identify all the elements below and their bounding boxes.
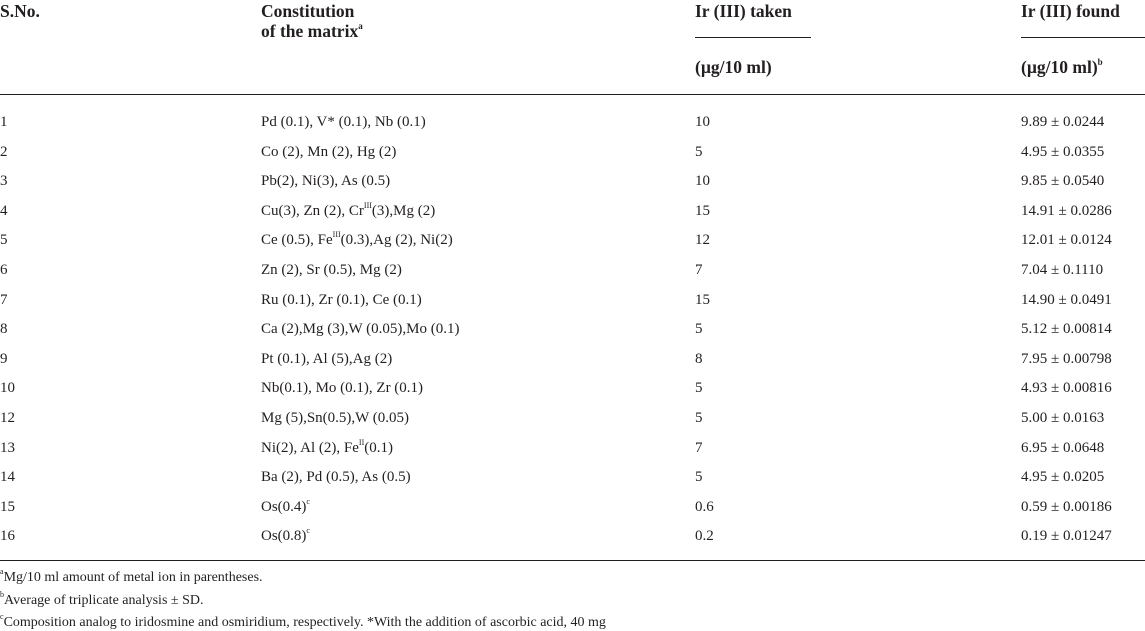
cell-ir-found: 4.95 ± 0.0205 <box>1021 469 1105 485</box>
cell-sno: 15 <box>0 499 15 515</box>
cell-matrix <box>261 291 422 309</box>
cell-matrix <box>261 409 409 427</box>
footnote-mark: b <box>0 590 4 600</box>
cell-matrix <box>261 498 310 516</box>
header-found-unit: (µg/10 ml)$^b$ <box>1021 57 1103 77</box>
cell-ir-taken: 7 <box>695 440 703 456</box>
cell-ir-taken: 8 <box>695 351 703 367</box>
cell-sno: 1 <box>0 114 8 130</box>
oxidation-state-sup: c <box>306 497 310 506</box>
matrix-text: Nb(0.1), Mo (0.1), Zr (0.1) <box>261 380 424 396</box>
cell-ir-found: 5.00 ± 0.0163 <box>1021 410 1105 426</box>
cell-matrix <box>261 527 310 545</box>
cell-sno: 2 <box>0 144 8 160</box>
cell-sno: 10 <box>0 380 15 396</box>
oxidation-state-sup: III <box>363 201 372 210</box>
cell-ir-found: 0.19 ± 0.01247 <box>1021 528 1112 544</box>
matrix-text: Cu(3), Zn (2), Cr <box>261 203 364 219</box>
matrix-text: Zn (2), Sr (0.5), Mg (2) <box>261 262 402 278</box>
cell-sno: 6 <box>0 262 8 278</box>
cell-ir-taken: 5 <box>695 469 703 485</box>
header-ir-taken: Ir (III) taken <box>695 1 792 21</box>
cell-ir-found: 7.04 ± 0.1110 <box>1021 262 1104 278</box>
oxidation-state-sup: III <box>332 230 341 239</box>
cell-matrix <box>261 320 459 338</box>
cell-matrix <box>261 143 396 161</box>
cell-ir-found: 0.59 ± 0.00186 <box>1021 499 1112 515</box>
cell-ir-found: 4.93 ± 0.00816 <box>1021 380 1112 396</box>
cell-matrix <box>261 231 453 249</box>
footnote-c <box>0 614 606 631</box>
oxidation-state-sup: c <box>306 526 310 535</box>
header-ir-found: Ir (III) found <box>1021 1 1120 21</box>
cell-sno: 9 <box>0 351 8 367</box>
matrix-text: Ba (2), Pd (0.5), As (0.5) <box>261 469 411 485</box>
cell-sno: 16 <box>0 528 15 544</box>
cell-ir-found: 9.85 ± 0.0540 <box>1021 173 1105 189</box>
matrix-text: Pb(2), Ni(3), As (0.5) <box>261 173 391 189</box>
matrix-text: Os(0.8) <box>261 528 307 544</box>
matrix-text: (0.1) <box>364 440 393 456</box>
cell-ir-taken: 0.6 <box>695 499 714 515</box>
footnote-mark: c <box>0 612 4 622</box>
footnote-text: Mg/10 ml amount of metal ion in parentheses. <box>3 570 263 585</box>
cell-ir-found: 12.01 ± 0.0124 <box>1021 232 1112 248</box>
footnote-mark-a: a <box>358 21 363 32</box>
cell-matrix <box>261 202 435 220</box>
cell-ir-taken: 15 <box>695 292 710 308</box>
cell-sno: 8 <box>0 321 8 337</box>
header-subrule-taken <box>695 37 811 38</box>
cell-ir-found: 6.95 ± 0.0648 <box>1021 440 1105 456</box>
cell-ir-taken: 15 <box>695 203 710 219</box>
cell-ir-taken: 5 <box>695 380 703 396</box>
table-bottom-rule <box>0 560 1145 561</box>
matrix-text: Co (2), Mn (2), Hg (2) <box>261 144 397 160</box>
cell-ir-found: 9.89 ± 0.0244 <box>1021 114 1105 130</box>
oxidation-state-sup: II <box>358 438 365 447</box>
cell-ir-found: 5.12 ± 0.00814 <box>1021 321 1112 337</box>
cell-ir-taken: 10 <box>695 114 710 130</box>
cell-sno: 5 <box>0 232 8 248</box>
cell-ir-found: 14.91 ± 0.0286 <box>1021 203 1112 219</box>
cell-sno: 13 <box>0 440 15 456</box>
cell-sno: 3 <box>0 173 8 189</box>
cell-matrix <box>261 439 393 457</box>
footnote-text: Average of triplicate analysis ± SD. <box>4 593 204 608</box>
cell-ir-found: 7.95 ± 0.00798 <box>1021 351 1112 367</box>
matrix-text: Ca (2),Mg (3),W (0.05),Mo (0.1) <box>261 321 460 337</box>
matrix-text: (0.3),Ag (2), Ni(2) <box>340 232 453 248</box>
matrix-text: Ce (0.5), Fe <box>261 232 333 248</box>
header-sno: S.No. <box>0 1 40 21</box>
cell-ir-taken: 5 <box>695 144 703 160</box>
matrix-text: Pd (0.1), V* (0.1), Nb (0.1) <box>261 114 426 130</box>
cell-matrix <box>261 379 423 397</box>
cell-matrix <box>261 172 390 190</box>
cell-sno: 14 <box>0 469 15 485</box>
cell-ir-taken: 7 <box>695 262 703 278</box>
cell-matrix <box>261 350 392 368</box>
cell-ir-taken: 10 <box>695 173 710 189</box>
cell-matrix <box>261 468 411 486</box>
header-constitution-line2: of the matrix$^a$ <box>261 21 363 41</box>
header-bottom-rule <box>0 94 1145 95</box>
matrix-text: Pt (0.1), Al (5),Ag (2) <box>261 351 393 367</box>
matrix-text: Mg (5),Sn(0.5),W (0.05) <box>261 410 410 426</box>
matrix-text: Os(0.4) <box>261 499 307 515</box>
cell-matrix <box>261 261 402 279</box>
header-constitution-line1: Constitution <box>261 1 355 21</box>
cell-matrix <box>261 113 426 131</box>
cell-ir-taken: 0.2 <box>695 528 714 544</box>
footnote-mark: a <box>0 567 4 577</box>
matrix-text: Ni(2), Al (2), Fe <box>261 440 359 456</box>
cell-sno: 12 <box>0 410 15 426</box>
header-taken-unit: (µg/10 ml) <box>695 57 772 77</box>
cell-ir-taken: 5 <box>695 410 703 426</box>
footnote-a <box>0 569 263 586</box>
cell-ir-taken: 5 <box>695 321 703 337</box>
matrix-text: Ru (0.1), Zr (0.1), Ce (0.1) <box>261 292 422 308</box>
footnote-text: Composition analog to iridosmine and osmiridium, respectively. *With the addition of ascorbic acid, 40 mg <box>3 615 606 630</box>
cell-ir-found: 4.95 ± 0.0355 <box>1021 144 1105 160</box>
footnote-b <box>0 592 203 609</box>
footnote-mark-b: b <box>1097 57 1103 68</box>
cell-sno: 4 <box>0 203 8 219</box>
cell-sno: 7 <box>0 292 8 308</box>
matrix-text: (3),Mg (2) <box>371 203 436 219</box>
cell-ir-taken: 12 <box>695 232 710 248</box>
cell-ir-found: 14.90 ± 0.0491 <box>1021 292 1112 308</box>
header-subrule-found <box>1021 37 1145 38</box>
